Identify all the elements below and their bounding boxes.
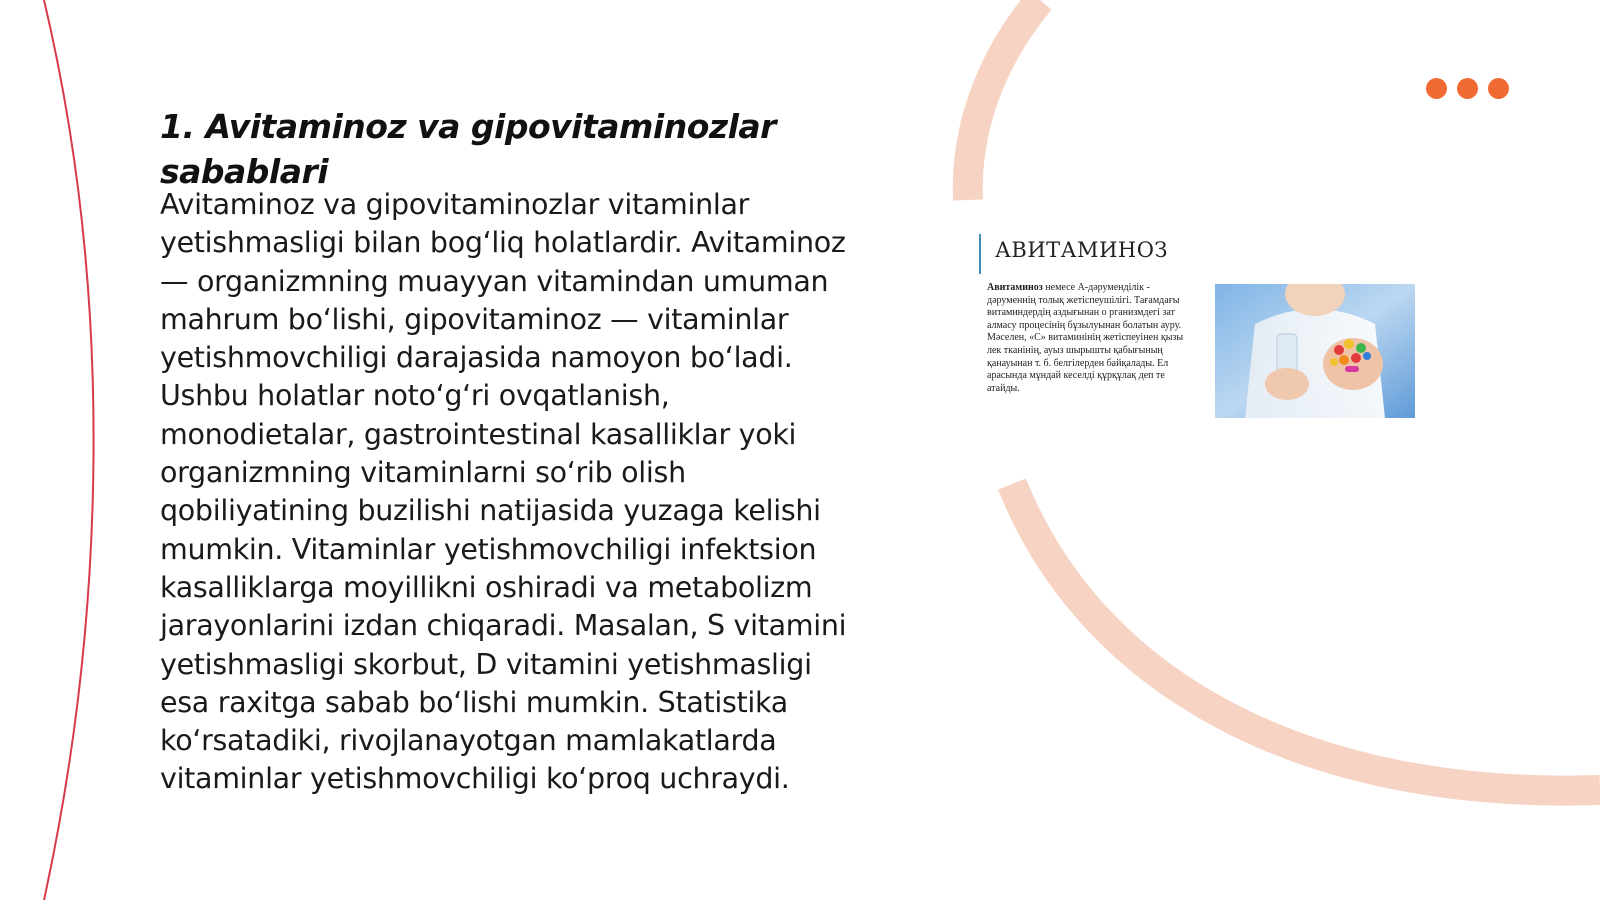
embed-term: Авитаминоз [987,282,1043,293]
embed-title: АВИТАМИНОЗ [995,238,1168,262]
left-curve-line [44,0,94,900]
arc-bottom-segment [1012,484,1600,791]
dot-icon [1426,78,1447,99]
photo-drawing [1215,284,1415,418]
dot-icon [1457,78,1478,99]
embedded-article-image [975,232,1425,432]
slide-body-text: Avitaminoz va gipovitaminozlar vitaminlar yetishmasligi bilan bog‘liq holatlardir. Avitaminoz — organizmning muayyan vitamindan umuman mahrum bo‘lishi, gipovitaminoz — vitaminlar yetishmovchiligi darajasida namoyon bo‘ladi. Ushbu holatlar noto‘g‘ri ovqatlanish, monodietalar, gastrointestinal kasalliklar yoki organizmning vitaminlarni so‘rib olish qobiliyatining buzilishi natijasida yuzaga kelishi mumkin. Vitaminlar yetishmovchiligi infektsion kasalliklarga moyillikni oshiradi va metabolizm jarayonlarini izdan chiqaradi. Masalan, S vitamini yetishmasligi skorbut, D vitamini yetishmasligi esa raxitga sabab bo‘lishi mumkin. Statistika ko‘rsatadiki, rivojlanayotgan mamlakatlarda vitaminlar yetishmovchiligi ko‘proq uchraydi. [160,188,847,796]
embed-description [987,282,1187,395]
slide-title: 1. Avitaminoz va gipovitaminozlar sabablari [160,107,776,191]
embed-accent-bar [979,234,981,274]
embed-definition: немесе А-дәруменділік - дәруменнің толық жетіспеушілігі. Тағамдағы витаминдердің аздығынан о рганизмдегі зат алмасу процесінің бұзылуынан болатын ауру. Мәселен, «С» витаминінің жетіспеуінен қызы лек тканінің, ауыз шырышты қабығының қанауынан т. б. белгілерден байқалады. Ел арасында мұндай кеселді құрқұлақ деп те атайды. [987,282,1184,394]
dot-icon [1488,78,1509,99]
three-dots-icon [1426,78,1510,100]
arc-top-segment [968,0,1040,200]
vitamin-pills-photo [1215,284,1415,418]
